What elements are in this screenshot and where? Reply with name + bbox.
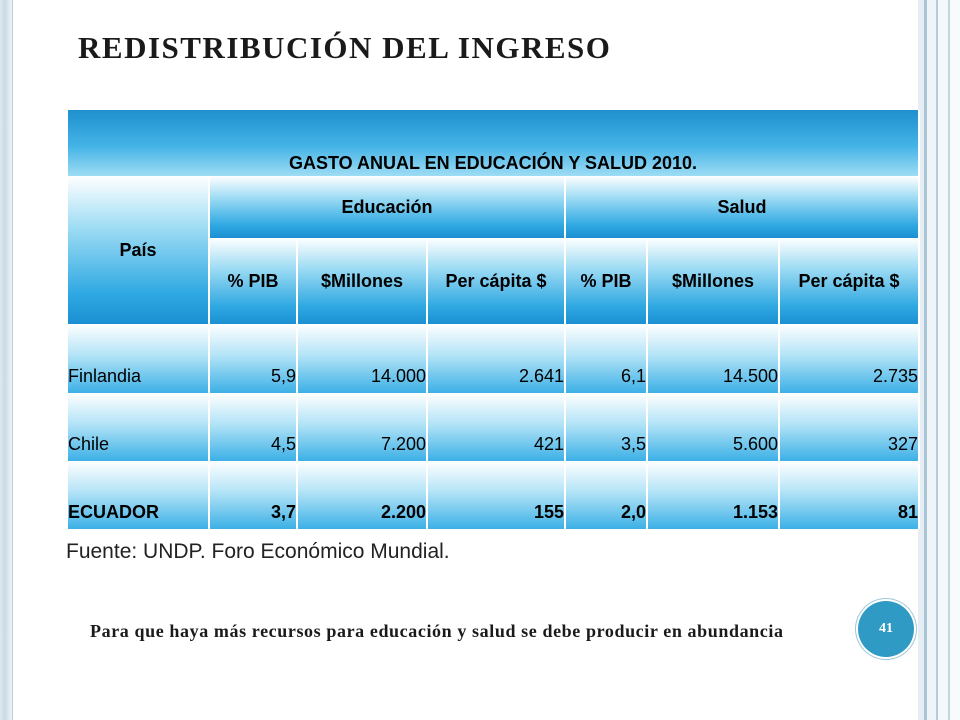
value-cell: 6,1 (565, 324, 647, 393)
table-row-highlight (67, 461, 919, 529)
slide-frame-left (0, 0, 13, 720)
value-cell: 14.500 (647, 324, 779, 393)
table-row (67, 393, 919, 461)
value-cell: 14.000 (297, 324, 427, 393)
country-cell: Chile (67, 393, 209, 461)
source-citation: Fuente: UNDP. Foro Económico Mundial. (66, 540, 450, 563)
country-cell: ECUADOR (67, 461, 209, 529)
value-cell: 4,5 (209, 393, 297, 461)
subheader-edu-pib: % PIB (209, 238, 297, 324)
footnote: Para que haya más recursos para educación y salud se debe producir en abundancia (90, 621, 784, 641)
value-cell: 5,9 (209, 324, 297, 393)
slide-frame-right (918, 0, 960, 720)
value-cell: 1.153 (647, 461, 779, 529)
group-header-education: Educación (209, 176, 565, 238)
group-header-health: Salud (565, 176, 919, 238)
value-cell: 3,5 (565, 393, 647, 461)
value-cell: 155 (427, 461, 565, 529)
value-cell: 421 (427, 393, 565, 461)
value-cell: 7.200 (297, 393, 427, 461)
country-cell: Finlandia (67, 324, 209, 393)
spending-table (66, 110, 920, 529)
value-cell: 5.600 (647, 393, 779, 461)
value-cell: 2.641 (427, 324, 565, 393)
table-row (67, 324, 919, 393)
subheader-health-pib: % PIB (565, 238, 647, 324)
value-cell: 2.200 (297, 461, 427, 529)
subheader-health-percapita: Per cápita $ (779, 238, 919, 324)
subheader-edu-percapita: Per cápita $ (427, 238, 565, 324)
value-cell: 2.735 (779, 324, 919, 393)
value-cell: 2,0 (565, 461, 647, 529)
value-cell: 81 (779, 461, 919, 529)
value-cell: 327 (779, 393, 919, 461)
table-title: GASTO ANUAL EN EDUCACIÓN Y SALUD 2010. (67, 110, 919, 176)
slide-number-badge: 41 (858, 601, 914, 657)
value-cell: 3,7 (209, 461, 297, 529)
slide-title: REDISTRIBUCIÓN DEL INGRESO (78, 30, 612, 65)
subheader-health-millones: $Millones (647, 238, 779, 324)
country-header: País (67, 176, 209, 324)
subheader-edu-millones: $Millones (297, 238, 427, 324)
